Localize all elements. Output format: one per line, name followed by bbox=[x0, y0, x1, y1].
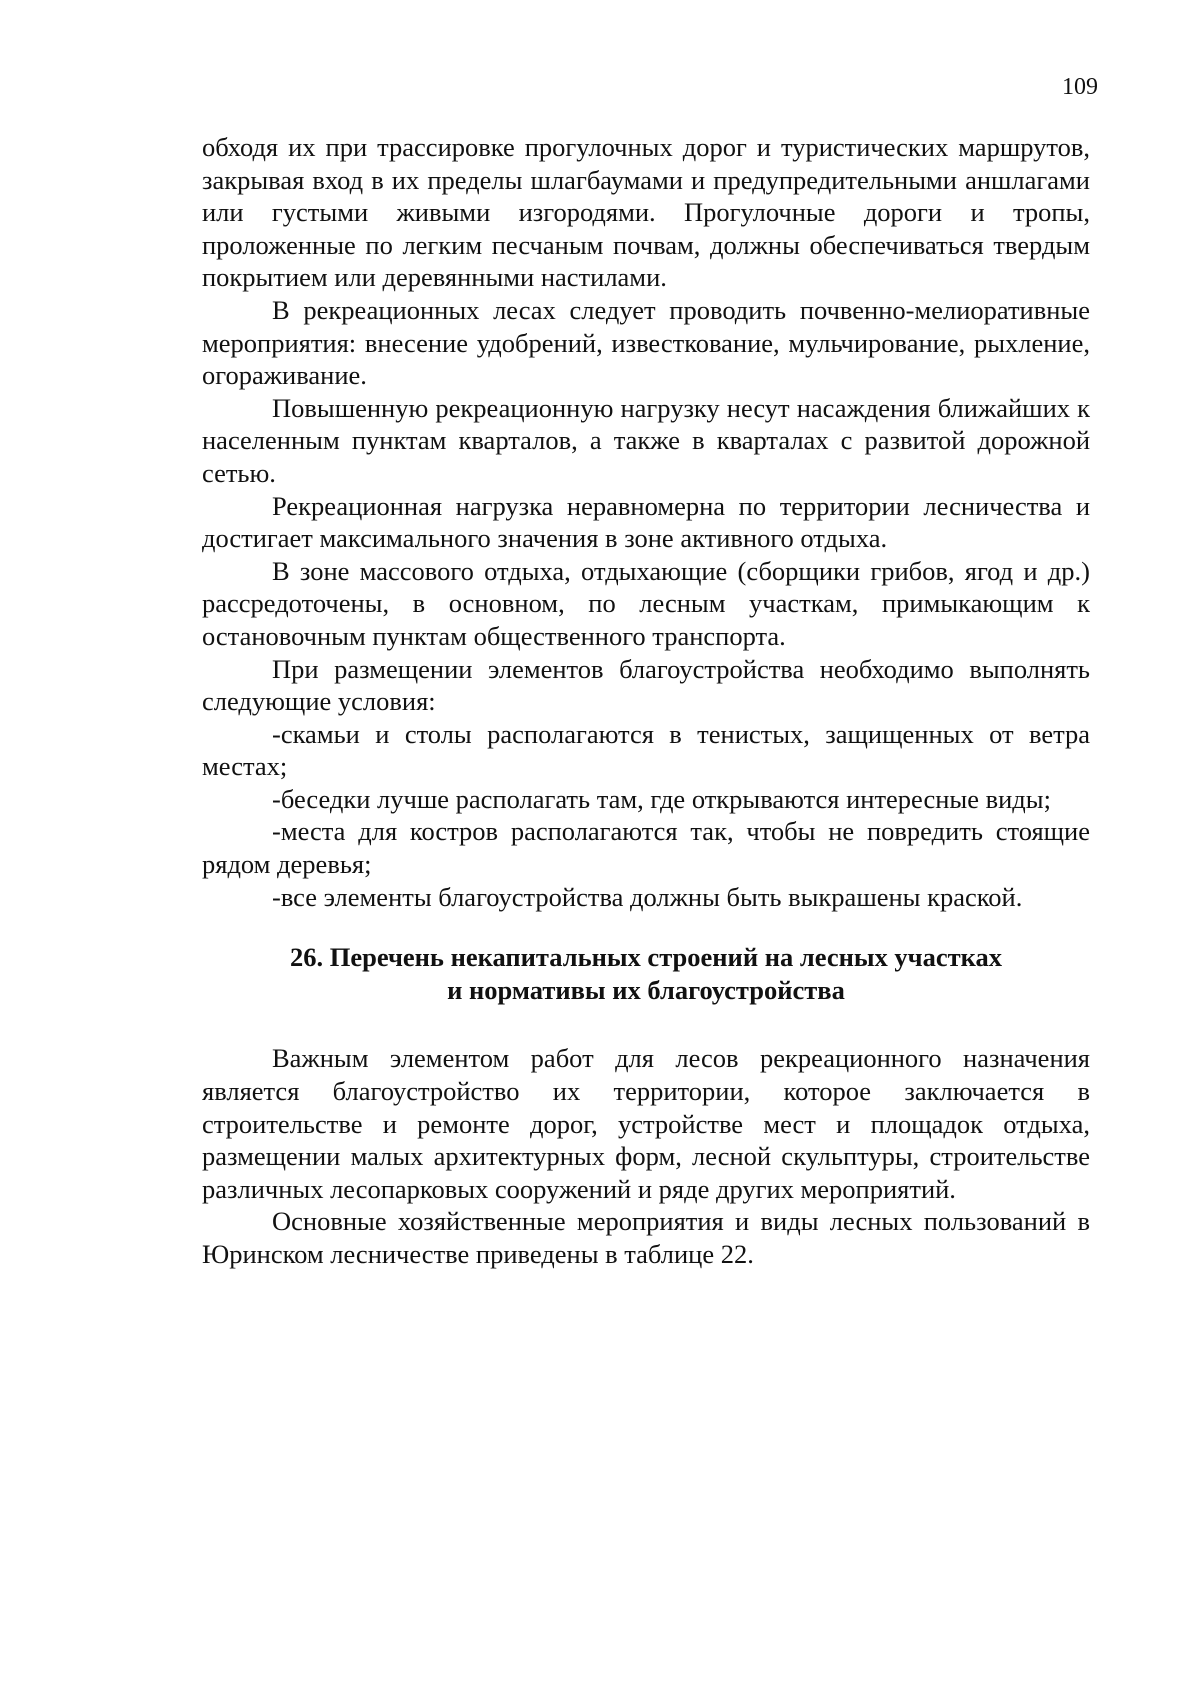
paragraph-mass-recreation-zone: В зоне массового отдыха, отдыхающие (сборщики грибов, ягод и др.) рассредоточены, в основном, по лесным участкам, примыкающим к остановочным пунктам общественного транспорта. bbox=[202, 555, 1090, 651]
list-item-benches: -скамьи и столы располагаются в тенистых, защищенных от ветра местах; bbox=[202, 718, 1090, 782]
section-heading-line-2: и нормативы их благоустройства bbox=[447, 974, 845, 1005]
paragraph-placement-conditions: При размещении элементов благоустройства необходимо выполнять следующие условия: bbox=[202, 653, 1090, 717]
paragraph-table-reference: Основные хозяйственные мероприятия и виды лесных пользований в Юринском лесничестве приведены в таблице 22. bbox=[202, 1206, 1090, 1269]
page-number: 109 bbox=[1062, 74, 1098, 100]
section-heading bbox=[202, 941, 1090, 1006]
section-heading-line-1: 26. Перечень некапитальных строений на лесных участках bbox=[289, 942, 1003, 973]
paragraph-uneven-load: Рекреационная нагрузка неравномерна по территории лесничества и достигает максимального значения в зоне активного отдыха. bbox=[202, 490, 1090, 554]
paragraph-landscaping: Важным элементом работ для лесов рекреационного назначения является благоустройство их территории, которое заключается в строительстве и ремонте дорог, устройстве мест и площадок отдыха, размещении малых архитектурных форм, лесной скульптуры, строительстве различных лесопарковых сооружений и ряде других мероприятий. bbox=[202, 1043, 1090, 1204]
list-item-fire-places: -места для костров располагаются так, чтобы не повредить стоящие рядом деревья; bbox=[202, 816, 1090, 880]
list-item-painting: -все элементы благоустройства должны быть выкрашены краской. bbox=[272, 881, 1023, 912]
paragraph-recreational-load: Повышенную рекреационную нагрузку несут насаждения ближайших к населенным пунктам кварталов, а также в кварталах с развитой дорожной сетью. bbox=[202, 392, 1090, 488]
paragraph-soil-measures: В рекреационных лесах следует проводить почвенно-мелиоративные мероприятия: внесение удобрений, известкование, мульчирование, рыхление, огораживание. bbox=[202, 294, 1090, 391]
list-item-gazebos: -беседки лучше располагать там, где открываются интересные виды; bbox=[272, 783, 1051, 814]
paragraph-continuation: обходя их при трассировке прогулочных дорог и туристических маршрутов, закрывая вход в их пределы шлагбаумами и предупредительными аншлагами или густыми живыми изгородями. Прогулочные дороги и тропы, проложенные по легким песчаным почвам, должны обеспечиваться твердым покрытием или деревянными настилами. bbox=[202, 132, 1090, 293]
document-body bbox=[202, 131, 1090, 1271]
